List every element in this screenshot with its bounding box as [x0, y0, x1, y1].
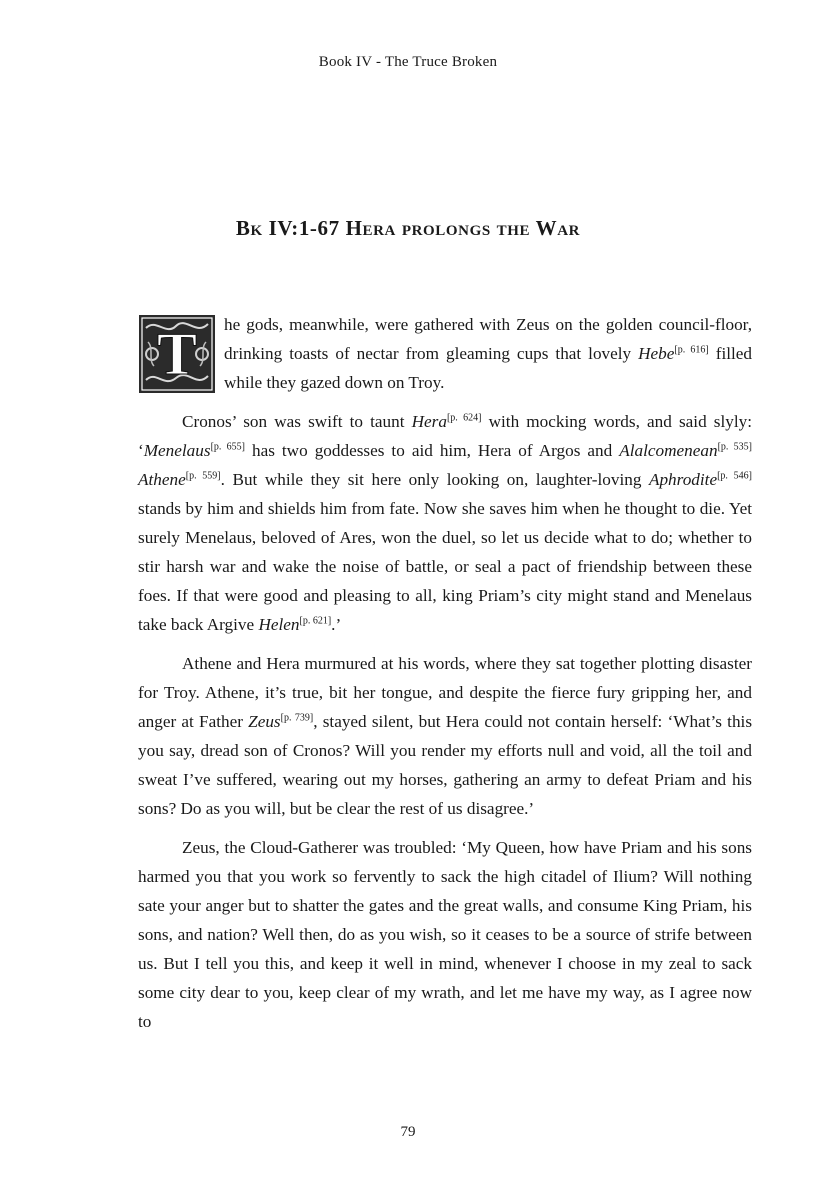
- ref-hebe: [p. 616]: [674, 344, 709, 356]
- paragraph-4: Zeus, the Cloud-Gatherer was troubled: ‘My Queen, how have Priam and his sons harmed you that you work so fervently to sack the high citadel of Ilium? Will nothing sate your anger but to shatter the gates and the great walls, and consume King Priam, his sons, and nation? Well then, do as you wish, so it ceases to be a source of strife between us. But I tell you this, and keep it well in mind, whenever I choose in my zeal to sack some city dear to you, keep clear of my wrath, and let me have my way, as I agree now to: [138, 838, 752, 1031]
- p2-text-5: . But while they sit here only looking on, laughter-loving: [220, 470, 649, 489]
- p2-text-1: Cronos’ son was swift to taunt: [182, 412, 412, 431]
- ornamental-dropcap: [138, 314, 216, 394]
- p2-text-7: .’: [331, 615, 342, 634]
- ref-menelaus: [p. 655]: [210, 441, 245, 453]
- p3-text-1: Athene and Hera murmured at his words, where they sat together plotting disaster for Troy. Athene, it’s true, bit her tongue, and despite the fierce fury gripping her, and anger at Father: [138, 654, 752, 731]
- dropcap-letter: T: [156, 321, 198, 387]
- name-aphrodite: Aphrodite: [648, 470, 718, 489]
- name-alalcomenean: Alalcomenean: [619, 441, 718, 460]
- ref-hera: [p. 624]: [446, 412, 482, 424]
- ref-zeus: [p. 739]: [280, 712, 314, 724]
- p2-text-3: has two goddesses to aid him, Hera of Argos and: [244, 441, 620, 460]
- p1-text-b: filled while they gazed down on Troy.: [224, 344, 752, 392]
- ref-athene: [p. 559]: [185, 470, 221, 482]
- running-head: Book IV - The Truce Broken: [318, 54, 498, 70]
- name-helen: Helen: [258, 615, 300, 634]
- paragraph-2: [138, 407, 752, 639]
- ref-aphrodite: [p. 546]: [717, 470, 752, 482]
- chapter-title: Bk IV:1-67 Hera prolongs the War: [235, 216, 581, 240]
- name-athene: Athene: [138, 470, 186, 489]
- p1-text-a: he gods, meanwhile, were gathered with Zeus on the golden council-floor, drinking toasts of nectar from gleaming cups that lovely: [224, 315, 752, 363]
- page-number: 79: [400, 1124, 416, 1140]
- name-menelaus: Menelaus: [143, 441, 211, 460]
- ref-alalcomenean: [p. 535]: [717, 441, 752, 453]
- name-zeus: Zeus: [248, 712, 281, 731]
- paragraph-3: [138, 649, 752, 823]
- p2-text-6: stands by him and shields him from fate. Now she saves him when he thought to die. Yet surely Menelaus, beloved of Ares, won the duel, so let us decide what to do; whether to stir harsh war and wake the noise of battle, or seal a pact of friendship between these foes. If that were good and pleasing to all, king Priam’s city might stand and Menelaus take back Argive: [138, 499, 752, 634]
- body-text: [138, 310, 752, 1046]
- p2-text-2: with mocking words, and said slyly: ‘: [138, 412, 752, 460]
- p3-text-2: , stayed silent, but Hera could not contain herself: ‘What’s this you say, dread son of Cronos? Will you render my efforts null and void, all the toil and sweat I’ve suffered, wearing out my horses, gathering an army to defeat Priam and his sons? Do as you will, but be clear the rest of us disagree.’: [138, 712, 753, 818]
- paragraph-1: [138, 310, 752, 397]
- ref-helen: [p. 621]: [299, 615, 332, 627]
- name-hera: Hera: [411, 412, 447, 431]
- name-hebe: Hebe: [638, 344, 675, 363]
